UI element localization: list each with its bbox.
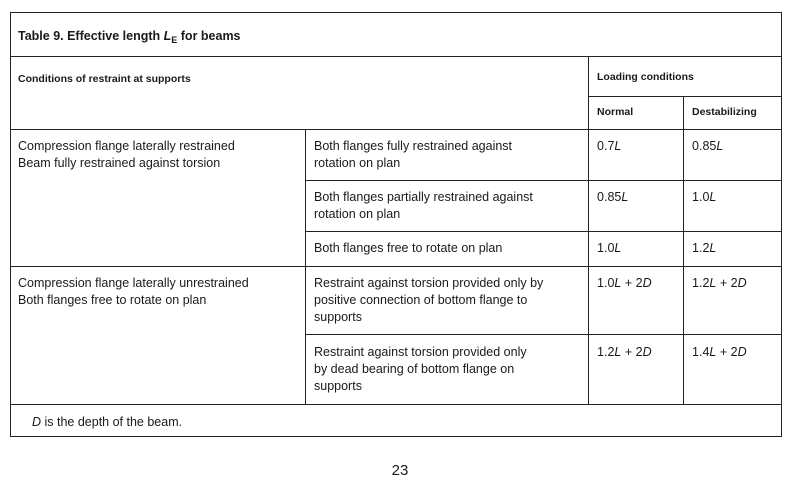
cell-destabilizing: 1.0L	[692, 190, 717, 204]
row-description: Both flanges free to rotate on plan	[314, 241, 503, 255]
row-description: Both flanges partially restrained against rotation on plan	[314, 190, 533, 221]
rule-col-description	[305, 129, 306, 404]
cell-normal: 1.0L + 2D	[597, 276, 652, 290]
rule-row-4	[305, 334, 782, 335]
header-conditions: Conditions of restraint at supports	[18, 73, 191, 85]
cell-destabilizing: 1.2L + 2D	[692, 276, 747, 290]
rule-group-divider	[10, 266, 782, 267]
group-label: Compression flange laterally unrestrained Both flanges free to rotate on plan	[18, 276, 249, 307]
row-description: Restraint against torsion provided only by dead bearing of bottom flange on supports	[314, 345, 527, 393]
page-number: 23	[391, 462, 409, 479]
footnote: D is the depth of the beam.	[32, 415, 183, 429]
header-loading-conditions: Loading conditions	[597, 71, 694, 83]
cell-destabilizing: 0.85L	[692, 139, 724, 153]
cell-normal: 0.85L	[597, 190, 629, 204]
table-title: Table 9. Effective length $L_E$ for beams	[18, 29, 241, 45]
row-description: Restraint against torsion provided only by positive connection of bottom flange to supports	[314, 276, 544, 324]
cell-normal: 1.2L + 2D	[597, 345, 652, 359]
cell-destabilizing: 1.2L	[692, 241, 717, 255]
cell-normal: 1.0L	[597, 241, 622, 255]
rule-below-headers	[10, 129, 782, 130]
rule-row-2	[305, 231, 782, 232]
row-description: Both flanges fully restrained against rotation on plan	[314, 139, 513, 170]
group-label: Compression flange laterally restrained Beam fully restrained against torsion	[18, 139, 235, 170]
rule-col-destabilizing	[683, 96, 684, 404]
rule-row-1	[305, 180, 782, 181]
rule-below-loading-header	[588, 96, 782, 97]
rule-above-footnote	[10, 404, 782, 405]
rule-below-title	[10, 56, 782, 57]
rule-col-normal	[588, 56, 589, 404]
header-normal: Normal	[597, 106, 634, 118]
cell-destabilizing: 1.4L + 2D	[692, 345, 747, 359]
header-destabilizing: Destabilizing	[692, 106, 757, 118]
cell-normal: 0.7L	[597, 139, 622, 153]
